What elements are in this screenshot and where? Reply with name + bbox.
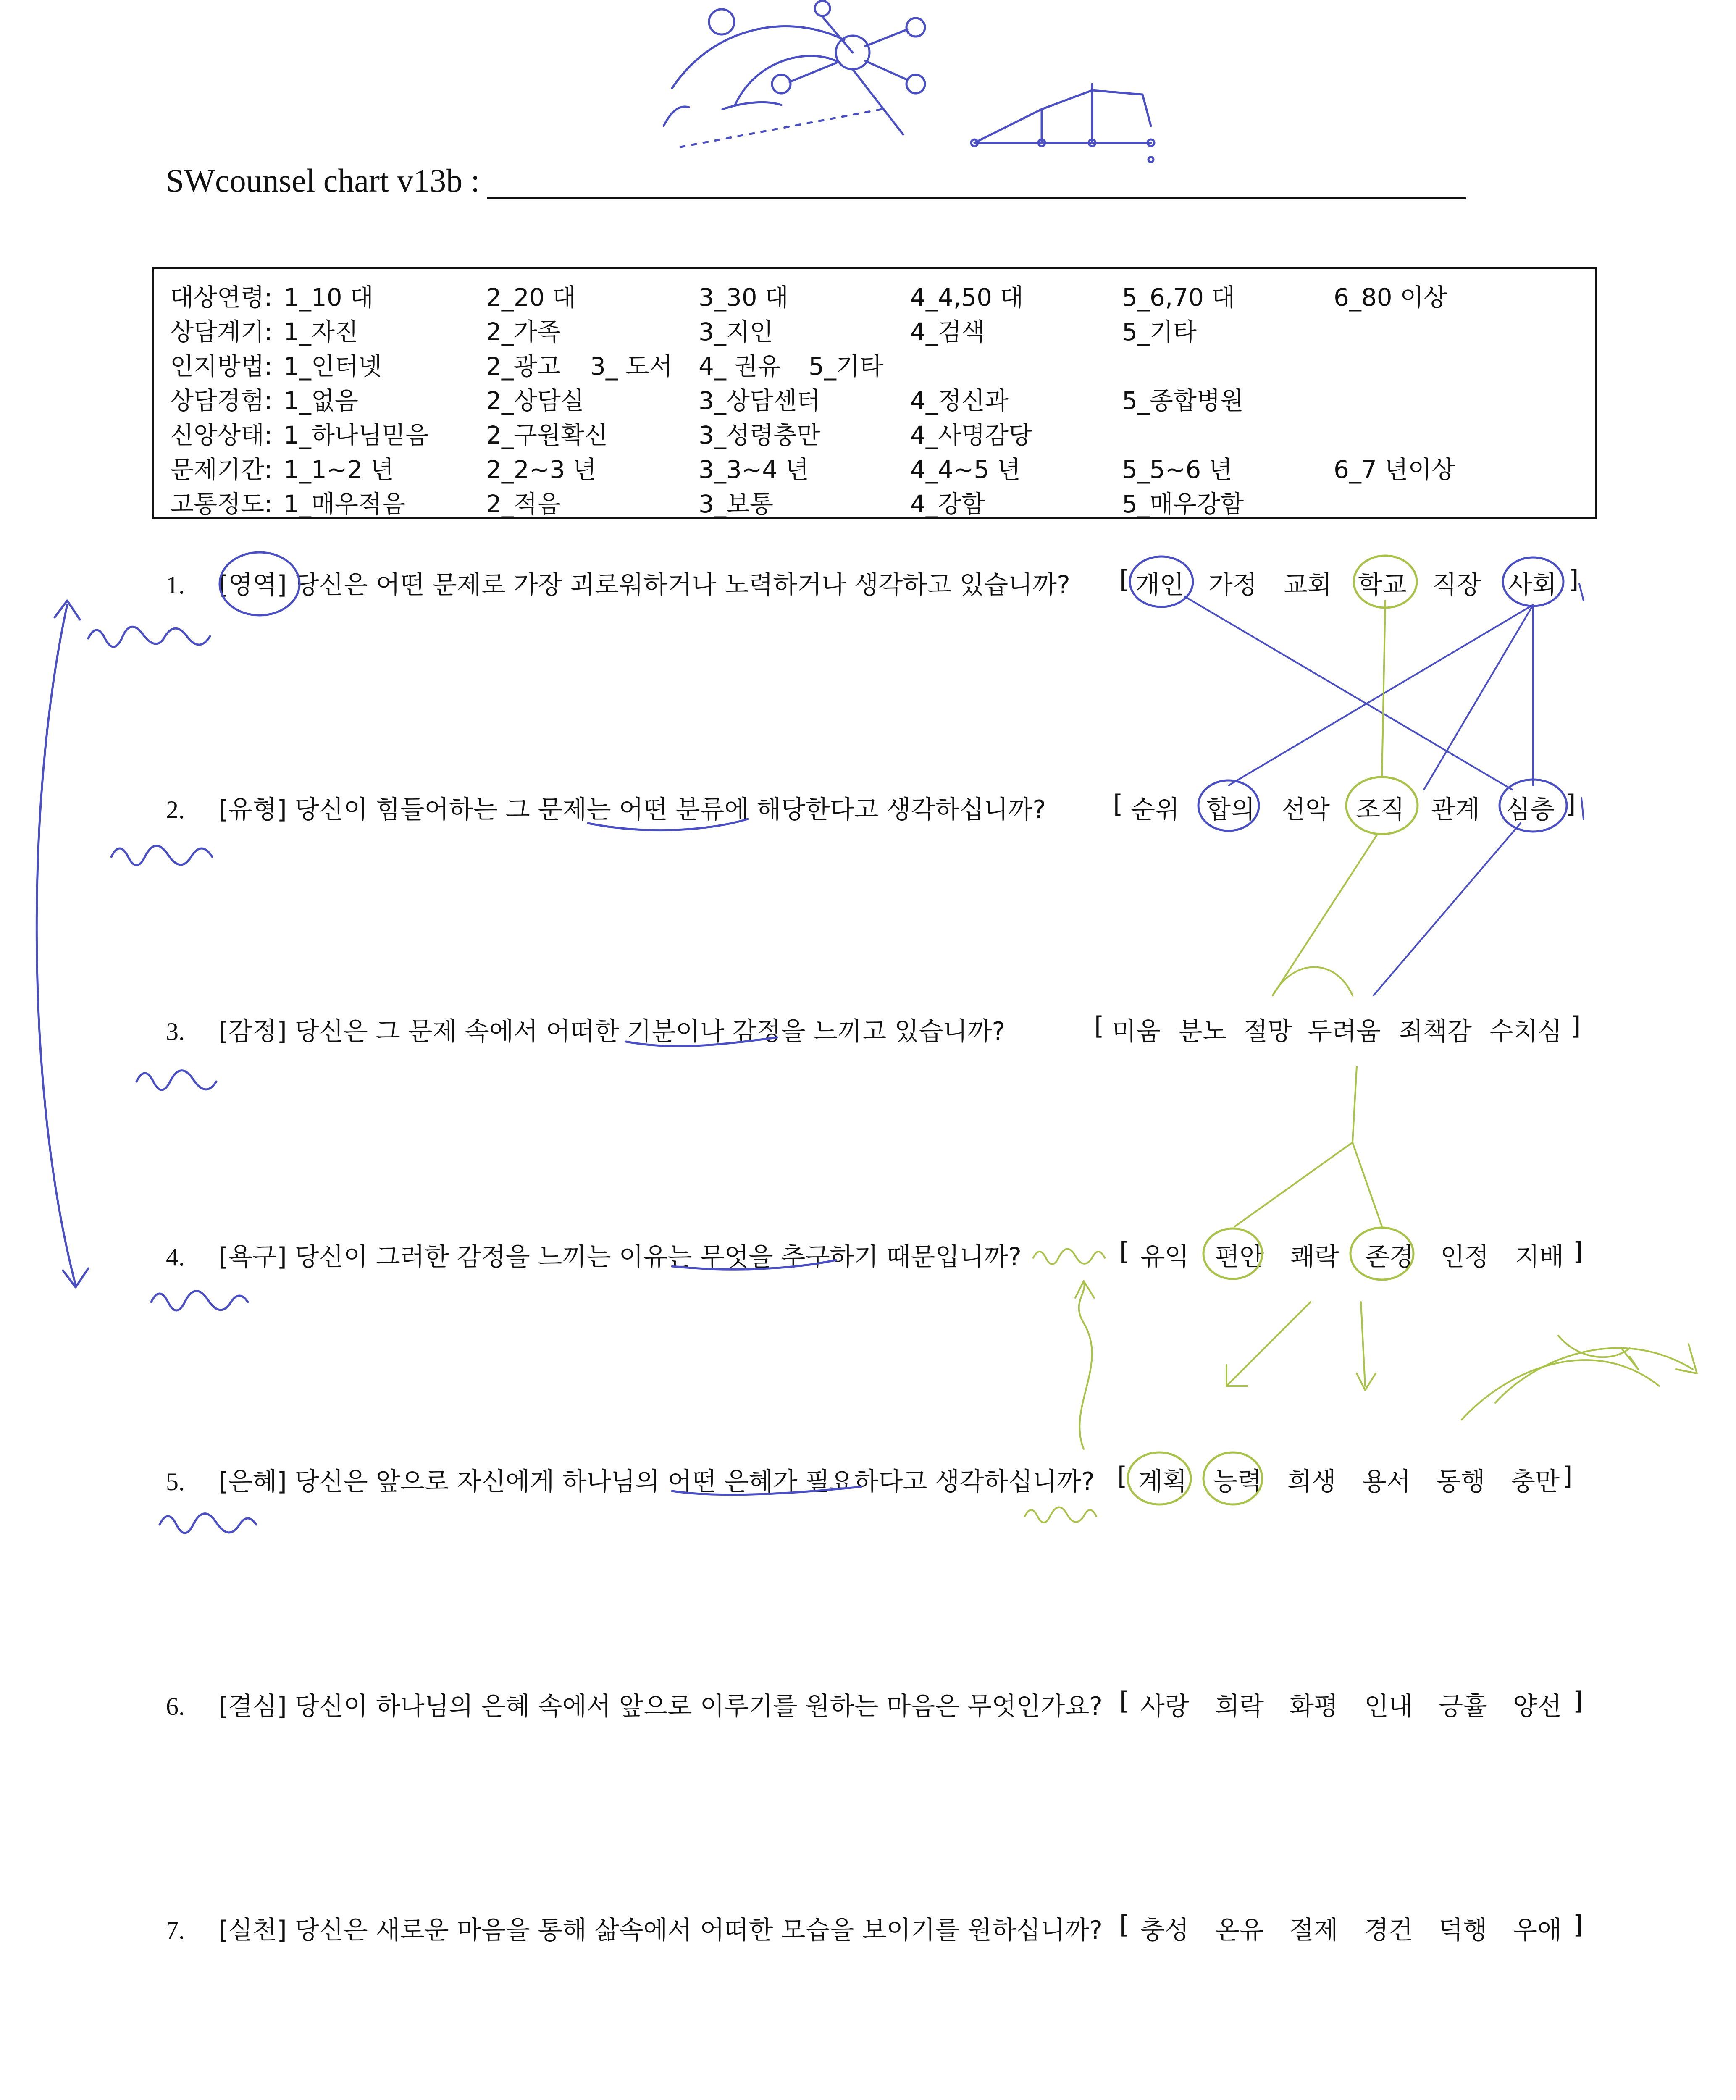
info-option[interactable]: 3_30 대 [699, 283, 789, 312]
option-item[interactable]: 희생 [1287, 1467, 1336, 1496]
info-option[interactable]: 4_ 권유 [699, 352, 781, 381]
info-option[interactable]: 4_강함 [910, 490, 985, 518]
sketch-dot [1148, 157, 1153, 162]
note-scribble [1033, 1249, 1105, 1264]
question-text: [영역] 당신은 어떤 문제로 가장 괴로워하거나 노력하거나 생각하고 있습니까? [218, 570, 1070, 600]
sketch-node [815, 1, 830, 16]
bracket-open: [ [1113, 790, 1123, 819]
option-item[interactable]: 우애 [1513, 1916, 1562, 1945]
question-text: [실천] 당신은 새로운 마음을 통해 삶속에서 어떠한 모습을 보이기를 원하십니까? [218, 1916, 1103, 1945]
option-item[interactable]: 덕행 [1439, 1916, 1487, 1945]
bracket-close: ] [1573, 1237, 1583, 1266]
question-number: 5. [166, 1468, 185, 1496]
info-option[interactable]: 1_매우적음 [284, 490, 406, 518]
info-option[interactable]: 4_정신과 [910, 386, 1009, 415]
question-number: 6. [166, 1693, 185, 1720]
circle-mark [1203, 1452, 1262, 1504]
circle-mark [1503, 557, 1563, 606]
info-option[interactable]: 3_성령충만 [699, 421, 821, 449]
top-right-sketch [971, 84, 1154, 162]
option-item[interactable]: 절제 [1290, 1916, 1338, 1945]
info-option[interactable]: 6_7 년이상 [1334, 455, 1455, 484]
option-item[interactable]: 편안 [1215, 1242, 1264, 1272]
sketch-node [709, 9, 734, 34]
info-option[interactable]: 1_인터넷 [284, 352, 382, 381]
option-item[interactable]: 화평 [1290, 1692, 1338, 1721]
option-item[interactable]: 선악 [1281, 795, 1330, 824]
option-item[interactable]: 학교 [1358, 570, 1407, 600]
info-label: 인지방법: [170, 352, 273, 381]
option-item[interactable]: 용서 [1362, 1467, 1411, 1496]
circle-mark [1203, 1228, 1262, 1279]
info-label: 신앙상태: [170, 421, 273, 449]
sketch-line [865, 29, 907, 46]
sketch-dashed [680, 109, 882, 147]
option-item[interactable]: 지배 [1515, 1242, 1564, 1272]
handwritten-notes-green [1025, 1249, 1105, 1522]
bracket-open: [ [1117, 1462, 1127, 1491]
option-item[interactable]: 계획 [1138, 1467, 1187, 1496]
info-option[interactable]: 1_10 대 [284, 283, 374, 312]
option-item[interactable]: 절망 [1243, 1017, 1292, 1046]
info-option[interactable]: 4_4~5 년 [910, 455, 1021, 484]
green-circles [1128, 556, 1418, 1504]
bracket-open: [ [1119, 565, 1129, 594]
info-label: 상담경험: [170, 386, 273, 415]
option-item[interactable]: 인정 [1440, 1242, 1489, 1272]
sketch-node [906, 75, 925, 93]
bracket-open: [ [1119, 1237, 1129, 1266]
option-item[interactable]: 인내 [1364, 1692, 1413, 1721]
question-text: [은혜] 당신은 앞으로 자신에게 하나님의 어떤 은혜가 필요하다고 생각하십니까? [218, 1467, 1095, 1496]
note-scribble [151, 1291, 248, 1310]
circle-mark [220, 552, 299, 615]
top-sketch-diagram [664, 1, 925, 147]
handwritten-notes-blue [88, 627, 256, 1533]
info-option[interactable]: 3_보통 [699, 490, 773, 518]
circle-mark [1350, 1228, 1413, 1280]
bracket-close: ] [1573, 1686, 1583, 1716]
sketch-line [853, 69, 903, 134]
info-label: 고통정도: [170, 490, 273, 518]
circle-mark [1346, 777, 1418, 834]
option-item[interactable]: 사회 [1508, 570, 1557, 600]
sketch-node [906, 18, 925, 37]
question-number: 3. [166, 1018, 185, 1045]
circle-mark [1130, 556, 1193, 607]
option-item[interactable]: 양선 [1513, 1692, 1562, 1721]
question-text: [결심] 당신이 하나님의 은혜 속에서 앞으로 이루기를 원하는 마음은 무엇인가요? [218, 1692, 1103, 1721]
info-option[interactable]: 2_가족 [486, 318, 561, 346]
info-option[interactable]: 3_ 도서 [590, 352, 673, 381]
option-item[interactable]: 능력 [1213, 1467, 1262, 1496]
info-option[interactable]: 3_지인 [699, 318, 773, 346]
bracket-close: ] [1571, 1011, 1581, 1041]
info-option[interactable]: 5_6,70 대 [1122, 283, 1235, 312]
question-text: [유형] 당신이 힘들어하는 그 문제는 어떤 분류에 해당한다고 생각하십니까? [218, 795, 1046, 824]
bracket-open: [ [1119, 1686, 1129, 1716]
sketch-polyline [974, 90, 1151, 143]
sketch-node [772, 75, 791, 93]
bracket-close: ] [1573, 1910, 1583, 1940]
option-item[interactable]: 수치심 [1489, 1017, 1562, 1046]
page-title: SWcounsel chart v13b : [166, 162, 480, 199]
bracket-open: [ [1094, 1011, 1104, 1041]
option-item[interactable]: 가정 [1208, 570, 1257, 600]
info-option[interactable]: 2_적음 [486, 490, 561, 518]
left-double-arrow [37, 601, 88, 1287]
info-option[interactable]: 1_1~2 년 [284, 455, 394, 484]
option-item[interactable]: 유익 [1140, 1242, 1189, 1272]
sketch-line [865, 61, 907, 80]
question-text: [감정] 당신은 그 문제 속에서 어떠한 기분이나 감정을 느끼고 있습니까? [218, 1017, 1006, 1046]
option-item[interactable]: 동행 [1437, 1467, 1485, 1496]
question-number: 4. [166, 1243, 185, 1271]
bracket-open: [ [1119, 1910, 1129, 1940]
blue-underlines [588, 819, 861, 1495]
option-item[interactable]: 순위 [1131, 795, 1179, 824]
info-option[interactable]: 4_사명감당 [910, 421, 1032, 449]
info-label: 상담계기: [170, 318, 273, 346]
option-item[interactable]: 온유 [1215, 1916, 1264, 1945]
option-item[interactable]: 교회 [1283, 570, 1332, 600]
option-item[interactable]: 충만 [1511, 1467, 1560, 1496]
option-item[interactable]: 경건 [1364, 1916, 1413, 1945]
option-item[interactable]: 조직 [1356, 795, 1405, 824]
blue-circles [220, 552, 1567, 832]
question-number: 7. [166, 1916, 185, 1944]
option-item[interactable]: 희락 [1215, 1692, 1264, 1721]
option-item[interactable]: 분노 [1178, 1017, 1227, 1046]
info-option[interactable]: 3_상담센터 [699, 386, 821, 415]
question-text: [욕구] 당신이 그러한 감정을 느끼는 이유는 무엇을 추구하기 때문입니까? [218, 1242, 1022, 1272]
info-label: 대상연령: [170, 283, 273, 312]
bracket-close: ] [1569, 565, 1579, 594]
info-option[interactable]: 4_4,50 대 [910, 283, 1024, 312]
info-option[interactable]: 5_기타 [809, 352, 883, 381]
green-connectors [1075, 601, 1697, 1449]
sketch-curve [664, 107, 689, 126]
info-option[interactable]: 5_매우강함 [1122, 490, 1244, 518]
option-item[interactable]: 사랑 [1140, 1692, 1189, 1721]
option-item[interactable]: 합의 [1206, 795, 1255, 824]
sketch-curve [722, 102, 781, 109]
circle-mark [1128, 1452, 1191, 1504]
option-item[interactable]: 존경 [1365, 1242, 1414, 1272]
bracket-close: ] [1566, 790, 1576, 819]
info-option[interactable]: 6_80 이상 [1334, 283, 1447, 312]
info-option[interactable]: 5_기타 [1122, 318, 1197, 346]
bracket-close: ] [1563, 1462, 1573, 1491]
question-number: 2. [166, 796, 185, 824]
info-label: 문제기간: [170, 455, 273, 484]
info-option[interactable]: 5_종합병원 [1122, 386, 1244, 415]
note-scribble [111, 846, 212, 865]
option-item[interactable]: 개인 [1135, 570, 1184, 600]
option-item[interactable]: 충성 [1140, 1916, 1189, 1945]
option-item[interactable]: 직장 [1432, 570, 1481, 600]
option-item[interactable]: 긍휼 [1439, 1692, 1487, 1721]
info-option[interactable]: 2_20 대 [486, 283, 576, 312]
note-scribble [137, 1071, 216, 1090]
option-item[interactable]: 미움 [1112, 1017, 1161, 1046]
option-item[interactable]: 심층 [1506, 795, 1555, 824]
note-scribble [88, 627, 210, 647]
note-scribble [160, 1514, 256, 1533]
option-item[interactable]: 죄책감 [1399, 1017, 1472, 1046]
sketch-arrow [735, 56, 840, 105]
info-option[interactable]: 5_5~6 년 [1122, 455, 1232, 484]
info-option[interactable]: 2_2~3 년 [486, 455, 596, 484]
circle-mark [1198, 780, 1259, 831]
option-item[interactable]: 두려움 [1308, 1017, 1381, 1046]
note-scribble [1025, 1507, 1096, 1522]
option-item[interactable]: 쾌락 [1290, 1242, 1339, 1272]
info-option[interactable]: 2_상담실 [486, 386, 584, 415]
info-option[interactable]: 1_하나님믿음 [284, 421, 429, 449]
info-option[interactable]: 3_3~4 년 [699, 455, 809, 484]
info-option[interactable]: 1_자진 [284, 318, 358, 346]
question-number: 1. [166, 571, 185, 599]
info-option[interactable]: 4_검색 [910, 318, 985, 346]
option-item[interactable]: 관계 [1431, 795, 1480, 824]
info-option[interactable]: 2_구원확신 [486, 421, 608, 449]
info-option[interactable]: 1_없음 [284, 386, 358, 415]
info-option[interactable]: 2_광고 [486, 352, 561, 381]
sketch-line [790, 63, 836, 82]
